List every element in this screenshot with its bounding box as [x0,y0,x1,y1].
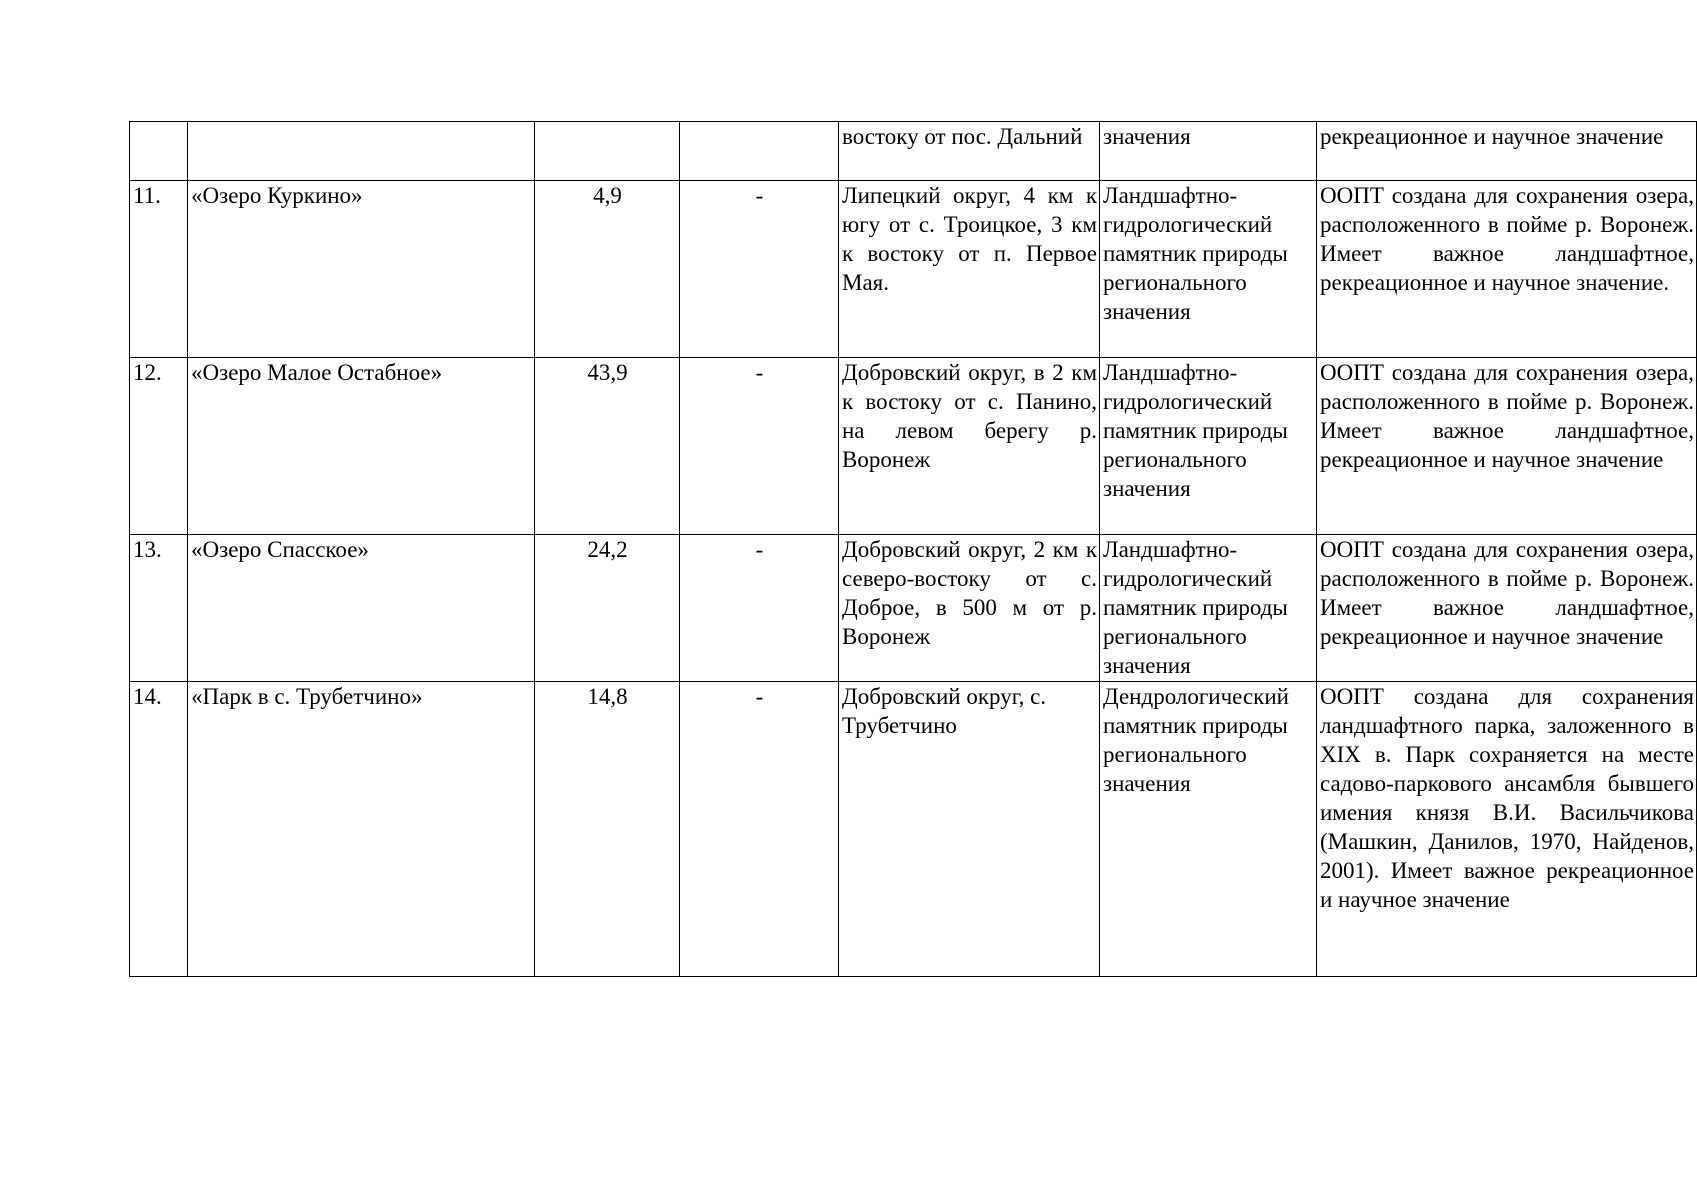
cell-dash: - [680,682,839,977]
cell-area: 24,2 [535,535,680,682]
cell-area: 4,9 [535,181,680,358]
cell-name: «Озеро Спасское» [188,535,535,682]
cell-type: Ландшафтно-гидрологический памятник природы регионального значения [1100,358,1317,535]
cell-type: Дендрологический памятник природы регионального значения [1100,682,1317,977]
cell-description: ООПТ создана для сохранения ландшафтного парка, заложенного в XIX в. Парк сохраняется на месте садово-паркового ансамбля бывшего имения князя В.И. Васильчикова (Машкин, Данилов, 1970, Найденов, 2001). Имеет важное рекреационное и научное значение [1317,682,1697,977]
cell-name: «Озеро Малое Остабное» [188,358,535,535]
cell-type: Ландшафтно-гидрологический памятник природы регионального значения [1100,535,1317,682]
cell-description: ООПТ создана для сохранения озера, расположенного в пойме р. Воронеж. Имеет важное ландшафтное, рекреационное и научное значение [1317,535,1697,682]
table-row-continuation [130,122,1697,181]
cell-number: 12. [130,358,188,535]
table-row [130,181,1697,358]
cell-description: ООПТ создана для сохранения озера, расположенного в пойме р. Воронеж. Имеет важное ландшафтное, рекреационное и научное значение. [1317,181,1697,358]
cell-area: 14,8 [535,682,680,977]
cell-dash: - [680,535,839,682]
cell-location: Добровский округ, в 2 км к востоку от с. Панино, на левом берегу р. Воронеж [839,358,1100,535]
cell-dash: - [680,181,839,358]
table-row [130,358,1697,535]
cell-number: 11. [130,181,188,358]
cell-area: 43,9 [535,358,680,535]
cell-type: Ландшафтно-гидрологический памятник природы регионального значения [1100,181,1317,358]
cell-number: 13. [130,535,188,682]
cell-type: значения [1100,122,1317,181]
cell-location: Добровский округ, 2 км к северо-востоку от с. Доброе, в 500 м от р. Воронеж [839,535,1100,682]
cell-number: 14. [130,682,188,977]
cell-dash [680,122,839,181]
cell-name: «Озеро Куркино» [188,181,535,358]
cell-area [535,122,680,181]
cell-name [188,122,535,181]
table-row [130,535,1697,682]
cell-number [130,122,188,181]
cell-name: «Парк в с. Трубетчино» [188,682,535,977]
cell-location: Добровский округ, с. Трубетчино [839,682,1100,977]
cell-dash: - [680,358,839,535]
cell-location: Липецкий округ, 4 км к югу от с. Троицкое, 3 км к востоку от п. Первое Мая. [839,181,1100,358]
cell-description: ООПТ создана для сохранения озера, расположенного в пойме р. Воронеж. Имеет важное ландшафтное, рекреационное и научное значение [1317,358,1697,535]
table-row [130,682,1697,977]
cell-location: востоку от пос. Дальний [839,122,1100,181]
cell-description: рекреационное и научное значение [1317,122,1697,181]
protected-areas-table [129,121,1697,977]
